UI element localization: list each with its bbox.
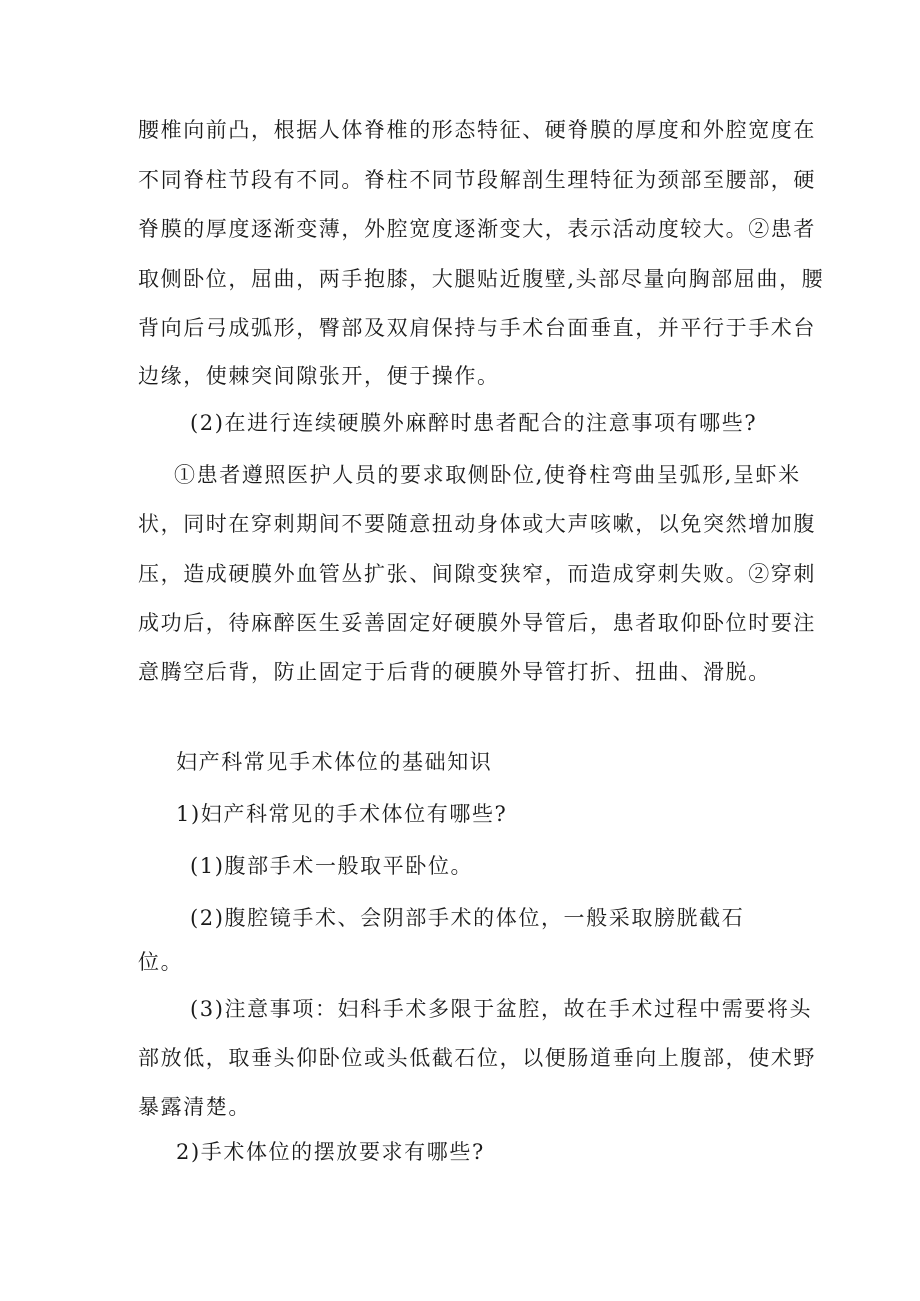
question-2: 2)手术体位的摆放要求有哪些?	[176, 1140, 485, 1164]
paragraph-1-line-1: 腰椎向前凸，根据人体脊椎的形态特征、硬脊膜的厚度和外腔宽度在	[138, 118, 816, 142]
q1-item-3-line-3: 暴露清楚。	[138, 1095, 251, 1119]
paragraph-2-line-3: 压，造成硬膜外血管丛扩张、间隙变狭窄，而造成穿刺失败。②穿刺	[138, 562, 816, 586]
paragraph-1-line-5: 背向后弓成弧形，臀部及双肩保持与手术台面垂直，并平行于手术台	[138, 316, 816, 340]
paragraph-2-line-1: ①患者遵照医护人员的要求取侧卧位,使脊柱弯曲呈弧形,呈虾米	[174, 463, 801, 487]
paragraph-1-line-2: 不同脊柱节段有不同。脊柱不同节段解剖生理特征为颈部至腰部，硬	[138, 168, 816, 192]
question-1: 1)妇产科常见的手术体位有哪些?	[176, 802, 508, 826]
paragraph-1-line-4: 取侧卧位，屈曲，两手抱膝，大腿贴近腹壁,头部尽量向胸部屈曲，腰	[138, 267, 825, 291]
q1-item-1: (1)腹部手术一般取平卧位。	[190, 854, 474, 878]
q1-item-3-line-1: (3)注意事项：妇科手术多限于盆腔，故在手术过程中需要将头	[190, 997, 813, 1021]
q1-item-3-line-2: 部放低，取垂头仰卧位或头低截石位，以便肠道垂向上腹部，使术野	[138, 1046, 816, 1070]
paragraph-1-line-3: 脊膜的厚度逐渐变薄，外腔宽度逐渐变大，表示活动度较大。②患者	[138, 217, 816, 241]
paragraph-1-line-6: 边缘，使棘突间隙张开，便于操作。	[138, 364, 500, 388]
q1-item-2-line-2: 位。	[138, 950, 184, 974]
q1-item-2-line-1: (2)腹腔镜手术、会阴部手术的体位，一般采取膀胱截石	[190, 906, 745, 930]
section-heading: 妇产科常见手术体位的基础知识	[176, 750, 493, 774]
paragraph-2-line-4: 成功后，待麻醉医生妥善固定好硬膜外导管后，患者取仰卧位时要注	[138, 611, 816, 635]
paragraph-2-line-5: 意腾空后背，防止固定于后背的硬膜外导管打折、扭曲、滑脱。	[138, 660, 771, 684]
question-2-heading: (2)在进行连续硬膜外麻醉时患者配合的注意事项有哪些?	[190, 411, 758, 435]
paragraph-2-line-2: 状，同时在穿刺期间不要随意扭动身体或大声咳嗽，以免突然增加腹	[138, 512, 816, 536]
